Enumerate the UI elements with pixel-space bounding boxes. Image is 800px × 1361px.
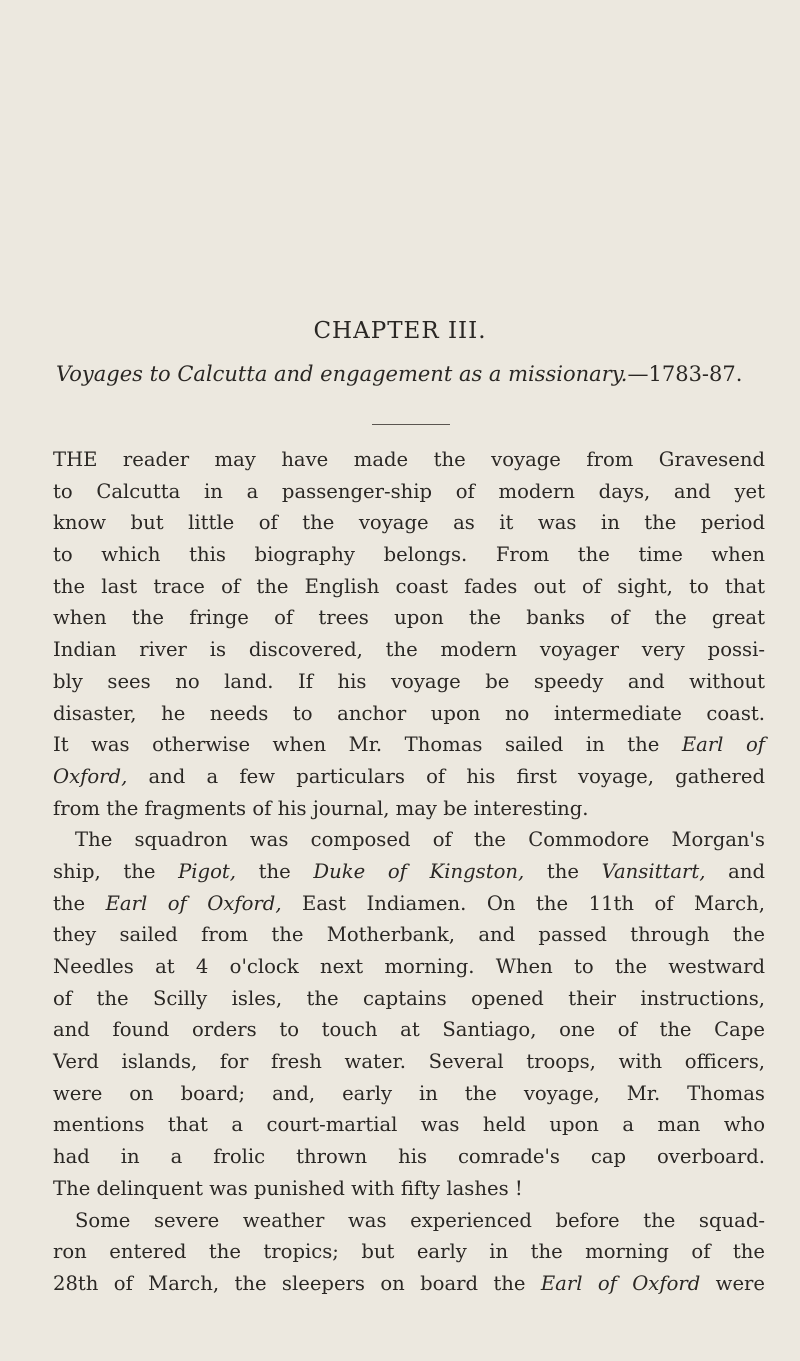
body-paragraphs <box>53 444 765 1300</box>
text-line: the Earl of Oxford, East Indiamen. On the 11th of March, <box>53 891 765 915</box>
subtitle-dates: —1783-87. <box>627 362 743 386</box>
divider-rule <box>372 424 450 425</box>
text-line: Indian river is discovered, the modern voyager very possi- <box>53 638 765 662</box>
text-line: It was otherwise when Mr. Thomas sailed in the Earl of <box>53 733 765 757</box>
ship-name: Duke of Kingston, <box>313 859 525 883</box>
text-line: The delinquent was punished with fifty lashes ! <box>53 1176 523 1200</box>
text-line: Verd islands, for fresh water. Several troops, with officers, <box>53 1050 765 1074</box>
ship-name: Vansittart, <box>601 859 706 883</box>
text-line: 28th of March, the sleepers on board the Earl of Oxford were <box>53 1271 765 1295</box>
text-line: ron entered the tropics; but early in the morning of the <box>53 1240 765 1264</box>
chapter-heading: CHAPTER III. <box>313 318 487 344</box>
text-line: Needles at 4 o'clock next morning. When to the westward <box>53 955 765 978</box>
ship-name: Oxford, <box>53 764 128 788</box>
text-line: from the fragments of his journal, may be interesting. <box>53 796 589 820</box>
text-line: when the fringe of trees upon the banks of the great <box>53 606 765 630</box>
text-line: The squadron was composed of the Commodore Morgan's <box>75 828 765 852</box>
text-line: Oxford, and a few particulars of his first voyage, gathered <box>53 764 765 788</box>
subtitle-text: Voyages to Calcutta and engagement as a missionary. <box>56 362 628 386</box>
text-line: they sailed from the Motherbank, and passed through the <box>53 923 765 947</box>
text-line: had in a frolic thrown his comrade's cap overboard. <box>53 1145 765 1169</box>
ship-name: Earl of <box>681 733 765 757</box>
text-line: and found orders to touch at Santiago, one of the Cape <box>53 1018 765 1042</box>
text-line: of the Scilly isles, the captains opened their instructions, <box>53 986 765 1010</box>
text-line: the last trace of the English coast fades out of sight, to that <box>53 574 765 598</box>
text-line: ship, the Pigot, the Duke of Kingston, the Vansittart, and <box>53 859 765 883</box>
text-line: Some severe weather was experienced before the squad- <box>75 1208 765 1232</box>
text-line: disaster, he needs to anchor upon no intermediate coast. <box>53 701 765 725</box>
text-line: mentions that a court-martial was held upon a man who <box>53 1113 765 1137</box>
text-line: to Calcutta in a passenger-ship of modern days, and yet <box>53 479 765 503</box>
ship-name: Earl of Oxford <box>540 1271 701 1295</box>
ship-name: Earl of Oxford, <box>105 891 282 915</box>
text-line: to which this biography belongs. From the time when <box>53 543 765 567</box>
chapter-subtitle <box>56 362 776 386</box>
text-line: know but little of the voyage as it was in the period <box>53 511 765 535</box>
text-line: were on board; and, early in the voyage, Mr. Thomas <box>53 1081 765 1105</box>
text-line: THE reader may have made the voyage from Gravesend <box>53 448 765 471</box>
ship-name: Pigot, <box>178 859 237 883</box>
text-line: bly sees no land. If his voyage be speedy and without <box>53 669 765 693</box>
